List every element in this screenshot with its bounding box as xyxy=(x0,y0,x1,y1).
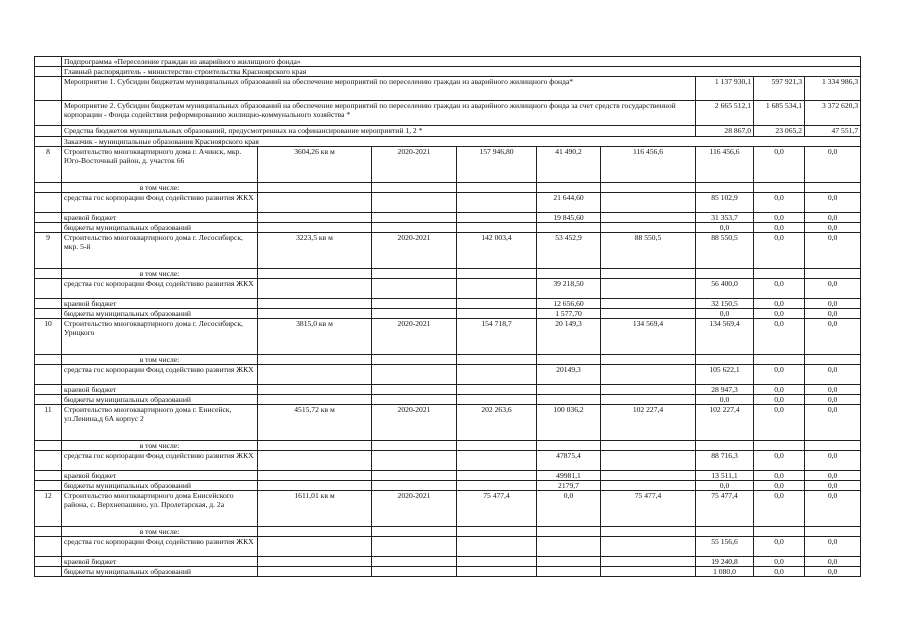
fund-label: средства гос корпорации Фонд содействию развития ЖКХ xyxy=(62,193,258,213)
fund-value-c: 0,0 xyxy=(754,365,805,385)
regional-value-d: 0,0 xyxy=(805,213,861,223)
subprogram-title: Подпрограмма «Переселение граждан из аварийного жилищного фонда» xyxy=(62,57,861,67)
fund-value-a xyxy=(537,537,601,557)
object-value-2: 102 227,4 xyxy=(601,405,696,441)
regional-label: краевой бюджет xyxy=(62,557,258,567)
municipal-label: бюджеты муниципальных образований xyxy=(62,223,258,233)
budget-table xyxy=(34,56,861,577)
fund-value-a: 20149,3 xyxy=(537,365,601,385)
object-value-1: 41 490,2 xyxy=(537,147,601,183)
spacer-cell xyxy=(35,57,62,67)
customer-title: Заказчик - муниципальные образования Красноярского края xyxy=(62,137,861,147)
municipal-value-b: 0,0 xyxy=(696,309,754,319)
event-2-value-2: 1 685 534,1 xyxy=(754,101,805,126)
municipal-value-c: 0,0 xyxy=(754,567,805,577)
object-area: 4515,72 кв м xyxy=(258,405,372,441)
object-value-2: 134 569,4 xyxy=(601,319,696,355)
regional-label: краевой бюджет xyxy=(62,299,258,309)
fund-value-d: 0,0 xyxy=(805,451,861,471)
event-2-value-3: 3 372 620,3 xyxy=(805,101,861,126)
object-name: Строительство многоквартирного дома г. Лесосибирск, Урицкого xyxy=(62,319,258,355)
object-period: 2020-2021 xyxy=(372,405,457,441)
regional-value-a: 12 656,60 xyxy=(537,299,601,309)
object-value-3: 102 227,4 xyxy=(696,405,754,441)
regional-value-c: 0,0 xyxy=(754,213,805,223)
object-area: 3604,26 кв м xyxy=(258,147,372,183)
object-value-2: 88 550,5 xyxy=(601,233,696,269)
event-3-text: Средства бюджетов муниципальных образований, предусмотренных на софинансирование мероприятий 1, 2 * xyxy=(62,126,696,137)
municipal-label: бюджеты муниципальных образований xyxy=(62,309,258,319)
object-value-5: 0,0 xyxy=(805,233,861,269)
object-value-3: 134 569,4 xyxy=(696,319,754,355)
municipal-label: бюджеты муниципальных образований xyxy=(62,481,258,491)
municipal-value-b: 0,0 xyxy=(696,481,754,491)
object-cost: 142 003,4 xyxy=(457,233,537,269)
regional-value-c: 0,0 xyxy=(754,385,805,395)
fund-label: средства гос корпорации Фонд содействию развития ЖКХ xyxy=(62,537,258,557)
fund-value-a: 21 644,60 xyxy=(537,193,601,213)
object-name: Строительство многоквартирного дома г. Енисейск, ул.Ленина,д 6А корпус 2 xyxy=(62,405,258,441)
municipal-value-b: 0,0 xyxy=(696,223,754,233)
object-value-5: 0,0 xyxy=(805,405,861,441)
including-label: в том числе: xyxy=(62,355,258,365)
municipal-value-b: 0,0 xyxy=(696,395,754,405)
event-3-value-2: 23 065,2 xyxy=(754,126,805,137)
fund-value-c: 0,0 xyxy=(754,537,805,557)
object-value-4: 0,0 xyxy=(754,405,805,441)
fund-value-b: 85 102,9 xyxy=(696,193,754,213)
regional-value-a xyxy=(537,385,601,395)
object-name: Строительство многоквартирного дома г. Ачинск, мкр. Юго-Восточный район, д. участок 66 xyxy=(62,147,258,183)
fund-value-c: 0,0 xyxy=(754,193,805,213)
municipal-label: бюджеты муниципальных образований xyxy=(62,395,258,405)
regional-value-a: 19 845,60 xyxy=(537,213,601,223)
object-period: 2020-2021 xyxy=(372,233,457,269)
including-label: в том числе: xyxy=(62,527,258,537)
object-value-3: 116 456,6 xyxy=(696,147,754,183)
municipal-value-a: 1 577,70 xyxy=(537,309,601,319)
fund-label: средства гос корпорации Фонд содействию развития ЖКХ xyxy=(62,451,258,471)
regional-value-b: 13 511,1 xyxy=(696,471,754,481)
municipal-value-a: 2179,7 xyxy=(537,481,601,491)
fund-value-b: 105 622,1 xyxy=(696,365,754,385)
regional-label: краевой бюджет xyxy=(62,471,258,481)
regional-value-c: 0,0 xyxy=(754,557,805,567)
regional-value-d: 0,0 xyxy=(805,471,861,481)
event-3-value-3: 47 551,7 xyxy=(805,126,861,137)
object-name: Строительство многоквартирного дома Енисейского района, с. Верхнепашино, ул. Пролетарская, д. 2а xyxy=(62,491,258,527)
fund-value-a: 47875,4 xyxy=(537,451,601,471)
object-value-1: 0,0 xyxy=(537,491,601,527)
object-area: 3815,0 кв м xyxy=(258,319,372,355)
object-value-5: 0,0 xyxy=(805,491,861,527)
regional-value-a: 49981,1 xyxy=(537,471,601,481)
fund-value-b: 88 716,3 xyxy=(696,451,754,471)
object-value-2: 75 477,4 xyxy=(601,491,696,527)
object-period: 2020-2021 xyxy=(372,491,457,527)
object-number: 11 xyxy=(35,405,62,441)
municipal-value-c: 0,0 xyxy=(754,395,805,405)
object-cost: 157 946,80 xyxy=(457,147,537,183)
object-cost: 202 263,6 xyxy=(457,405,537,441)
regional-value-b: 28 947,3 xyxy=(696,385,754,395)
municipal-value-c: 0,0 xyxy=(754,481,805,491)
including-label: в том числе: xyxy=(62,183,258,193)
object-value-2: 116 456,6 xyxy=(601,147,696,183)
event-1-value-3: 1 334 986,3 xyxy=(805,77,861,101)
event-1-text: Мероприятие 1. Субсидии бюджетам муниципальных образований на обеспечение мероприятий по переселению граждан из аварийного жилищного фонда* xyxy=(62,77,696,101)
object-number: 8 xyxy=(35,147,62,183)
event-1-value-1: 1 137 930,1 xyxy=(696,77,754,101)
fund-value-b: 55 156,6 xyxy=(696,537,754,557)
event-2-value-1: 2 665 512,1 xyxy=(696,101,754,126)
fund-value-b: 56 400,0 xyxy=(696,279,754,299)
municipal-value-d: 0,0 xyxy=(805,481,861,491)
object-area: 3223,5 кв м xyxy=(258,233,372,269)
fund-label: средства гос корпорации Фонд содействию развития ЖКХ xyxy=(62,365,258,385)
object-value-5: 0,0 xyxy=(805,147,861,183)
event-2-text: Мероприятие 2. Субсидии бюджетам муниципальных образований на обеспечение мероприятий по переселению граждан из аварийного жилищного фонда за счет средств государственной корпорации - Фонда содействия реформированию жилищно-коммунального хозяйства * xyxy=(62,101,696,126)
object-value-1: 53 452,9 xyxy=(537,233,601,269)
object-value-4: 0,0 xyxy=(754,319,805,355)
fund-value-d: 0,0 xyxy=(805,537,861,557)
municipal-value-d: 0,0 xyxy=(805,309,861,319)
municipal-value-c: 0,0 xyxy=(754,223,805,233)
fund-value-d: 0,0 xyxy=(805,193,861,213)
regional-value-d: 0,0 xyxy=(805,385,861,395)
object-value-3: 75 477,4 xyxy=(696,491,754,527)
object-cost: 75 477,4 xyxy=(457,491,537,527)
object-value-4: 0,0 xyxy=(754,147,805,183)
municipal-value-a xyxy=(537,223,601,233)
object-period: 2020-2021 xyxy=(372,319,457,355)
municipal-value-d: 0,0 xyxy=(805,223,861,233)
regional-label: краевой бюджет xyxy=(62,385,258,395)
fund-value-c: 0,0 xyxy=(754,279,805,299)
regional-value-c: 0,0 xyxy=(754,299,805,309)
regional-label: краевой бюджет xyxy=(62,213,258,223)
regional-value-b: 31 353,7 xyxy=(696,213,754,223)
distributor-title: Главный распорядитель - министерство строительства Красноярского края xyxy=(62,67,861,77)
object-value-5: 0,0 xyxy=(805,319,861,355)
fund-value-c: 0,0 xyxy=(754,451,805,471)
regional-value-a xyxy=(537,557,601,567)
object-value-4: 0,0 xyxy=(754,233,805,269)
object-cost: 154 718,7 xyxy=(457,319,537,355)
regional-value-d: 0,0 xyxy=(805,557,861,567)
fund-value-a: 39 218,50 xyxy=(537,279,601,299)
object-value-1: 100 036,2 xyxy=(537,405,601,441)
regional-value-b: 32 150,5 xyxy=(696,299,754,309)
municipal-label: бюджеты муниципальных образований xyxy=(62,567,258,577)
municipal-value-a xyxy=(537,395,601,405)
regional-value-c: 0,0 xyxy=(754,471,805,481)
event-3-value-1: 28 867,0 xyxy=(696,126,754,137)
fund-value-d: 0,0 xyxy=(805,365,861,385)
event-1-value-2: 597 921,3 xyxy=(754,77,805,101)
fund-label: средства гос корпорации Фонд содействию развития ЖКХ xyxy=(62,279,258,299)
object-area: 1611,01 кв м xyxy=(258,491,372,527)
municipal-value-c: 0,0 xyxy=(754,309,805,319)
object-value-3: 88 550,5 xyxy=(696,233,754,269)
municipal-value-d: 0,0 xyxy=(805,395,861,405)
object-number: 10 xyxy=(35,319,62,355)
municipal-value-a xyxy=(537,567,601,577)
including-label: в том числе: xyxy=(62,269,258,279)
object-number: 12 xyxy=(35,491,62,527)
object-value-4: 0,0 xyxy=(754,491,805,527)
object-period: 2020-2021 xyxy=(372,147,457,183)
municipal-value-b: 1 080,0 xyxy=(696,567,754,577)
object-number: 9 xyxy=(35,233,62,269)
regional-value-b: 19 240,8 xyxy=(696,557,754,567)
fund-value-d: 0,0 xyxy=(805,279,861,299)
including-label: в том числе: xyxy=(62,441,258,451)
municipal-value-d: 0,0 xyxy=(805,567,861,577)
regional-value-d: 0,0 xyxy=(805,299,861,309)
objects-body xyxy=(35,147,861,577)
object-value-1: 20 149,3 xyxy=(537,319,601,355)
object-name: Строительство многоквартирного дома г. Лесосибирск, мкр. 5-й xyxy=(62,233,258,269)
